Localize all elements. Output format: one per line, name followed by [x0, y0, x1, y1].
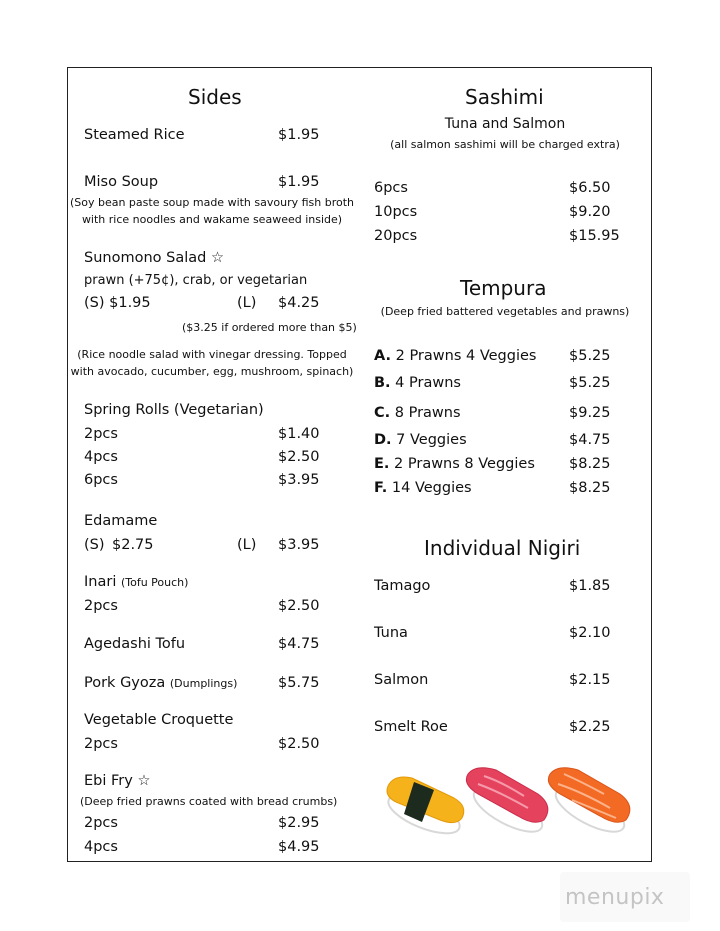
tempura-item-name: 2 Prawns 8 Veggies [394, 456, 535, 472]
croquette-qty: 2pcs [84, 736, 118, 752]
miso-soup-name: Miso Soup [84, 174, 159, 190]
ebi-fry-qty: 2pcs [84, 815, 118, 831]
sashimi-note: (all salmon sashimi will be charged extra) [390, 138, 620, 151]
nigiri-name: Tuna [374, 625, 408, 641]
tempura-item-name: 14 Veggies [391, 480, 472, 496]
edamame-small-price: $2.75 [112, 537, 154, 553]
edamame-name: Edamame [84, 513, 158, 529]
nigiri-name: Tamago [374, 578, 431, 594]
sashimi-qty: 20pcs [374, 228, 418, 244]
sunomono-desc-2: with avocado, cucumber, egg, mushroom, spinach) [70, 365, 354, 378]
tempura-item [374, 406, 461, 421]
salmon-sushi-icon [548, 768, 630, 840]
sashimi-title: Sashimi [465, 85, 544, 109]
steamed-rice-price: $1.95 [278, 127, 320, 143]
nigiri-name: Salmon [374, 672, 429, 688]
tempura-letter: C. [374, 405, 391, 421]
miso-soup-price: $1.95 [278, 174, 320, 190]
tempura-price: $5.25 [569, 348, 611, 364]
sides-title: Sides [188, 85, 242, 109]
spring-rolls-name: Spring Rolls (Vegetarian) [84, 402, 264, 418]
miso-soup-desc-1: (Soy bean paste soup made with savoury fish broth [69, 196, 355, 209]
ebi-fry-name: Ebi Fry ☆ [84, 773, 151, 789]
tuna-sushi-icon [466, 768, 548, 840]
nigiri-price: $1.85 [569, 578, 611, 594]
menupix-watermark: menupix [565, 885, 665, 910]
spring-rolls-qty: 2pcs [84, 426, 118, 442]
spring-rolls-price: $2.50 [278, 449, 320, 465]
tempura-letter: D. [374, 432, 392, 448]
tempura-item [374, 376, 461, 391]
inari-qty: 2pcs [84, 598, 118, 614]
tempura-price: $4.75 [569, 432, 611, 448]
miso-soup-desc-2: with rice noodles and wakame seaweed inside) [81, 213, 343, 226]
tamago-sushi-icon [384, 777, 465, 840]
tempura-letter: B. [374, 375, 391, 391]
tempura-item [374, 457, 535, 472]
sushi-illustration [378, 760, 640, 840]
ebi-fry-desc: (Deep fried prawns coated with bread crumbs) [80, 795, 338, 808]
sunomono-small: (S) $1.95 [84, 295, 151, 311]
inari-name: Inari [84, 574, 117, 590]
tempura-item [374, 481, 472, 496]
tempura-price: $5.25 [569, 375, 611, 391]
sunomono-large-price: $4.25 [278, 295, 320, 311]
gyoza-price: $5.75 [278, 675, 320, 691]
spring-rolls-qty: 4pcs [84, 449, 118, 465]
inari-line [84, 575, 188, 590]
edamame-large-price: $3.95 [278, 537, 320, 553]
steamed-rice-name: Steamed Rice [84, 127, 185, 143]
tempura-item-name: 4 Prawns [395, 375, 461, 391]
nigiri-price: $2.15 [569, 672, 611, 688]
spring-rolls-qty: 6pcs [84, 472, 118, 488]
ebi-fry-qty: 4pcs [84, 839, 118, 855]
gyoza-note: (Dumplings) [169, 677, 238, 690]
tempura-item-name: 8 Prawns [394, 405, 461, 421]
sunomono-bulk-note: ($3.25 if ordered more than $5) [182, 321, 357, 334]
nigiri-price: $2.10 [569, 625, 611, 641]
inari-price: $2.50 [278, 598, 320, 614]
sunomono-large-label: (L) [237, 295, 257, 311]
sunomono-options: prawn (+75¢), crab, or vegetarian [84, 273, 308, 288]
sunomono-name: Sunomono Salad ☆ [84, 250, 224, 266]
inari-note: (Tofu Pouch) [120, 576, 189, 589]
ebi-fry-price: $2.95 [278, 815, 320, 831]
nigiri-name: Smelt Roe [374, 719, 448, 735]
nigiri-title: Individual Nigiri [424, 536, 581, 560]
tempura-letter: A. [374, 348, 391, 364]
agedashi-name: Agedashi Tofu [84, 636, 186, 652]
tempura-item-name: 2 Prawns 4 Veggies [395, 348, 537, 364]
tempura-price: $9.25 [569, 405, 611, 421]
tempura-item-name: 7 Veggies [396, 432, 467, 448]
tempura-item [374, 349, 536, 364]
tempura-price: $8.25 [569, 480, 611, 496]
edamame-small-label: (S) [84, 537, 105, 553]
sashimi-price: $9.20 [569, 204, 611, 220]
sashimi-price: $15.95 [569, 228, 620, 244]
tempura-item [374, 433, 467, 448]
nigiri-price: $2.25 [569, 719, 611, 735]
sashimi-price: $6.50 [569, 180, 611, 196]
edamame-large-label: (L) [237, 537, 257, 553]
sashimi-qty: 6pcs [374, 180, 408, 196]
tempura-letter: F. [374, 480, 388, 496]
croquette-price: $2.50 [278, 736, 320, 752]
tempura-letter: E. [374, 456, 390, 472]
tempura-note: (Deep fried battered vegetables and prawns) [380, 305, 630, 318]
gyoza-line [84, 676, 237, 691]
gyoza-name: Pork Gyoza [84, 675, 166, 691]
croquette-name: Vegetable Croquette [84, 712, 234, 728]
agedashi-price: $4.75 [278, 636, 320, 652]
sashimi-qty: 10pcs [374, 204, 418, 220]
ebi-fry-price: $4.95 [278, 839, 320, 855]
tempura-price: $8.25 [569, 456, 611, 472]
sunomono-desc-1: (Rice noodle salad with vinegar dressing. Topped [77, 348, 347, 361]
tempura-title: Tempura [460, 276, 547, 300]
sashimi-subtitle: Tuna and Salmon [444, 116, 566, 132]
spring-rolls-price: $1.40 [278, 426, 320, 442]
spring-rolls-price: $3.95 [278, 472, 320, 488]
